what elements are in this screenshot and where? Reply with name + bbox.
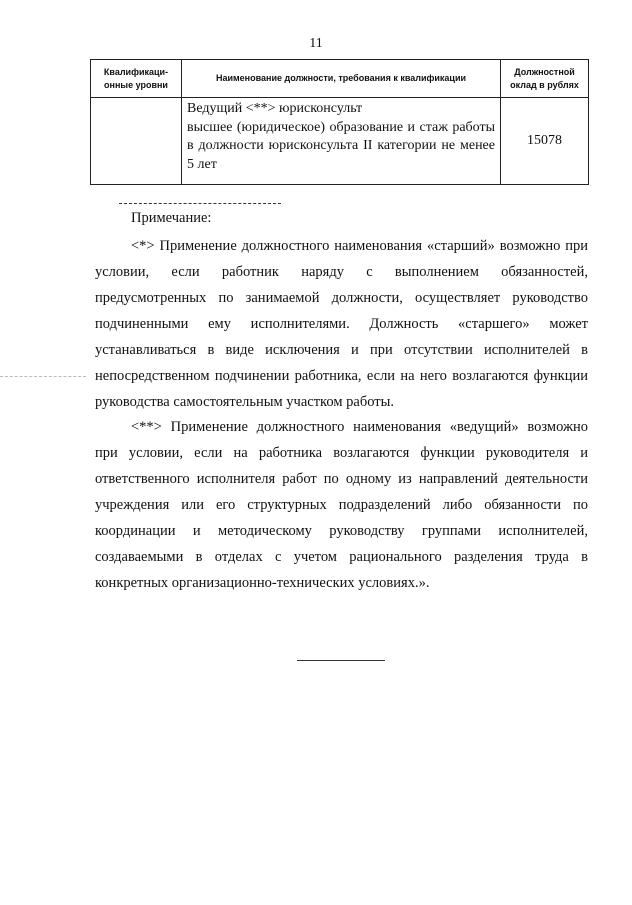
header-position-requirements: Наименование должности, требования к квалификации [182, 60, 501, 98]
qualification-table [90, 59, 589, 185]
page-number: 11 [309, 36, 323, 51]
note-paragraph-senior [95, 233, 588, 415]
header-salary: Должностной оклад в рублях [501, 60, 589, 98]
position-title: Ведущий <**> юрисконсульт [187, 101, 363, 116]
table-row [91, 98, 589, 185]
position-requirements: высшее (юридическое) образование и стаж работы в должности юрисконсульта II категории не менее 5 лет [187, 119, 495, 172]
notes-heading: Примечание: [131, 210, 212, 226]
note-paragraph-leading [95, 414, 588, 596]
note-text-senior: <*> Применение должностного наименования «старший» возможно при условии, если работник наряду с выполнением обязанностей, предусмотренных по занимаемой должности, осуществляет руководство подчиненными ему исполнителями. Должность «старшего» может устанавливаться в виде исключения и при отсутствии исполнителей в непосредственном подчинении работника, если на него возлагаются функции руководства самостоятельным участком работы. [95, 238, 588, 410]
footnote-separator [119, 203, 281, 204]
position-cell [182, 98, 501, 185]
scan-artifact-line [0, 376, 86, 377]
note-text-leading: <**> Применение должностного наименования «ведущий» возможно при условии, если на работника возлагаются функции руководителя и ответственного исполнителя работ по одному из направлений деятельности учреждения или его структурных подразделений либо обязанности по координации и методическому руководству группами исполнителей, создаваемыми в отделах с учетом рационального разделения труда в конкретных организационно-технических условиях.». [95, 419, 588, 591]
document-end-rule [297, 660, 385, 661]
header-qualification-levels: Квалификаци-онные уровни [91, 60, 182, 98]
salary-value: 15078 [501, 98, 589, 185]
qualification-level-cell [91, 98, 182, 185]
table-header-row [91, 60, 589, 98]
